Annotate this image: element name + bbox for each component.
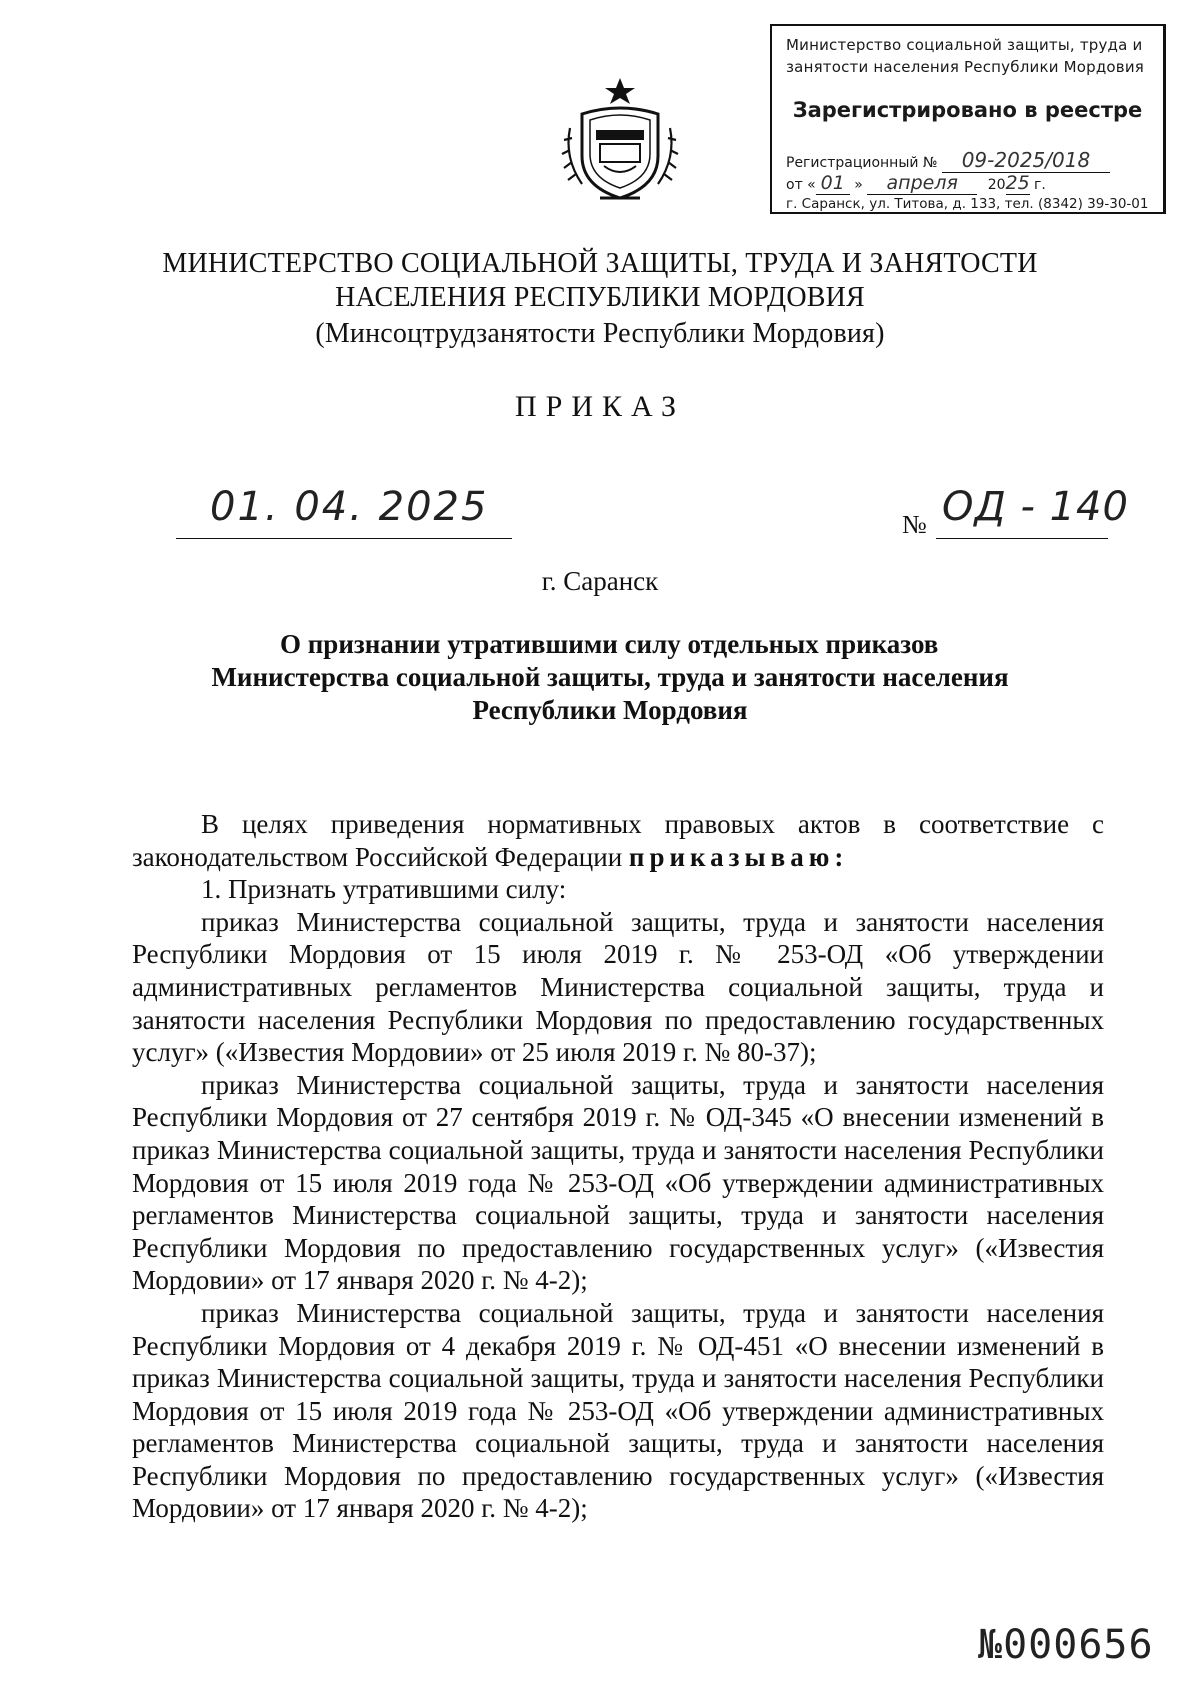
stamp-address: г. Саранск, ул. Титова, д. 133, тел. (8342) 39-30-01 bbox=[786, 196, 1149, 212]
form-serial-number: №000656 bbox=[978, 1622, 1154, 1668]
order-number: ОД - 140 bbox=[942, 484, 1129, 530]
order-title-line1: О признании утратившими силу отдельных приказов bbox=[280, 629, 939, 659]
stamp-reg-number: 09-2025/018 bbox=[942, 148, 1110, 173]
stamp-date-month: апреля bbox=[867, 172, 977, 195]
ministry-short-name: (Минсоцтрудзанятости Республики Мордовия) bbox=[315, 318, 885, 349]
registration-stamp bbox=[770, 24, 1166, 214]
stamp-org-line1: Министерство социальной защиты, труда и bbox=[786, 36, 1143, 54]
intro-text: В целях приведения нормативных правовых актов в соответствие с законодательством Российской Федерации bbox=[132, 809, 1104, 872]
order-body bbox=[132, 808, 1104, 1525]
stamp-date-year-prefix: 20 bbox=[987, 177, 1006, 193]
stamp-date-day: 01 bbox=[816, 172, 850, 195]
stamp-date-year-suffix: 25 bbox=[1005, 172, 1030, 194]
item-1: 1. Признать утратившими силу: bbox=[201, 874, 567, 905]
order-date: 01. 04. 2025 bbox=[210, 484, 489, 530]
stamp-date-end: г. bbox=[1033, 177, 1046, 193]
document-type: ПРИКАЗ bbox=[515, 390, 685, 423]
stamp-date-from: от « bbox=[786, 177, 816, 193]
stamp-reg-label: Регистрационный № bbox=[786, 155, 938, 171]
stamp-reg-number-row bbox=[786, 148, 1110, 173]
coat-of-arms-icon bbox=[560, 74, 680, 204]
order-title-line3: Республики Мордовия bbox=[472, 695, 748, 725]
stamp-org-line2: занятости населения Республики Мордовия bbox=[786, 58, 1145, 76]
ministry-name-line1: МИНИСТЕРСТВО СОЦИАЛЬНОЙ ЗАЩИТЫ, ТРУДА И ЗАНЯТОСТИ bbox=[162, 248, 1038, 279]
intro-paragraph bbox=[132, 808, 1104, 873]
stamp-date-mid: » bbox=[854, 177, 863, 193]
intro-command: приказываю: bbox=[628, 841, 849, 872]
ministry-name-line2: НАСЕЛЕНИЯ РЕСПУБЛИКИ МОРДОВИЯ bbox=[335, 282, 865, 313]
order-title-line2: Министерства социальной защиты, труда и занятости населения bbox=[211, 662, 1009, 692]
stamp-date-row bbox=[786, 172, 1046, 195]
order-number-label: № bbox=[902, 510, 927, 539]
revoked-order-2: приказ Министерства социальной защиты, труда и занятости населения Республики Мордовия от 27 сентября 2019 г. № ОД-345 «О внесении изменений в приказ Министерства социальной защиты, труда и занятости населения Республики Мордовия от 15 июля 2019 года № 253-ОД «Об утверждении административных регламентов Министерства социальной защиты, труда и занятости населения Республики Мордовия по предоставлению государственных услуг» («Известия Мордовии» от 17 января 2020 г. № 4-2); bbox=[132, 1069, 1104, 1296]
stamp-organization bbox=[786, 34, 1144, 78]
revoked-order-3: приказ Министерства социальной защиты, труда и занятости населения Республики Мордовия от 4 декабря 2019 г. № ОД-451 «О внесении изменений в приказ Министерства социальной защиты, труда и занятости населения Республики Мордовия от 15 июля 2019 года № 253-ОД «Об утверждении административных регламентов Министерства социальной защиты, труда и занятости населения Республики Мордовия по предоставлению государственных услуг» («Известия Мордовии» от 17 января 2020 г. № 4-2); bbox=[132, 1297, 1104, 1524]
revoked-order-1: приказ Министерства социальной защиты, труда и занятости населения Республики Мордовия от 15 июля 2019 г. № 253-ОД «Об утверждении административных регламентов Министерства социальной защиты, труда и занятости населения Республики Мордовия по предоставлению государственных услуг» («Известия Мордовии» от 25 июля 2019 г. № 80-37); bbox=[132, 906, 1104, 1068]
order-city: г. Саранск bbox=[541, 566, 659, 596]
stamp-title: Зарегистрировано в реестре bbox=[792, 98, 1143, 122]
